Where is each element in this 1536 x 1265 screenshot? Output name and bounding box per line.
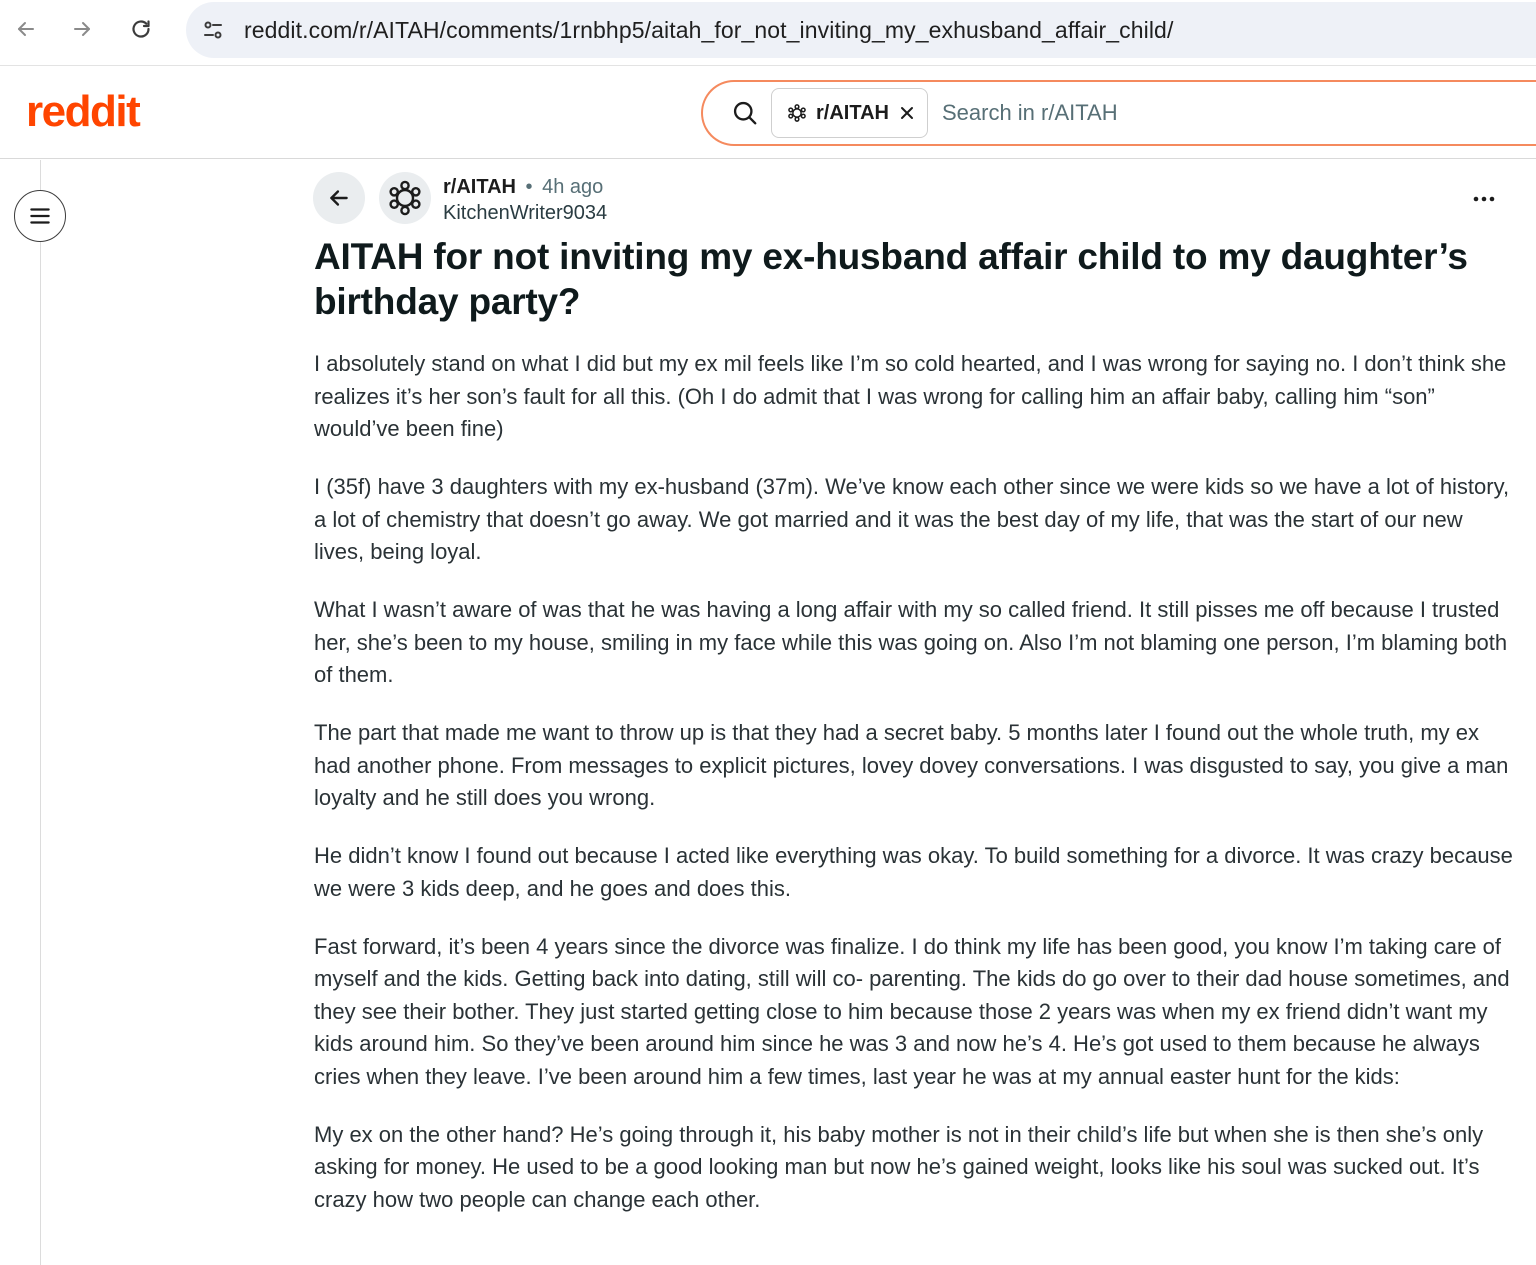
arrow-right-icon [70, 17, 94, 41]
more-options-button[interactable] [1464, 183, 1504, 215]
author-link[interactable]: KitchenWriter9034 [443, 202, 608, 224]
post-paragraph: What I wasn’t aware of was that he was having a long affair with my so called friend. It still pisses me off because I trusted her, she’s been to my house, smiling in my face while this was going on. Also I’m not blaming one person, I’m blaming both of them. [314, 597, 1508, 687]
post-paragraph: He didn’t know I found out because I acted like everything was okay. To build something for a divorce. It was crazy because we were 3 kids deep, and he goes and does this. [314, 843, 1513, 901]
community-icon [385, 178, 425, 218]
site-settings-icon[interactable] [196, 13, 230, 47]
browser-back-button[interactable] [8, 11, 44, 47]
browser-reload-button[interactable] [123, 11, 159, 47]
reddit-header [0, 67, 1536, 159]
more-horizontal-icon [1472, 195, 1496, 203]
meta-separator: • [525, 176, 533, 198]
search-input[interactable] [942, 100, 1442, 126]
subreddit-link[interactable]: r/AITAH [443, 176, 516, 198]
post-title: AITAH for not inviting my ex-husband affair child to my daughter’s birthday party? [314, 236, 1468, 322]
post-back-button[interactable] [313, 172, 365, 224]
post-paragraph: My ex on the other hand? He’s going through it, his baby mother is not in their child’s life but when she is then she’s only asking for money. He used to be a good looking man but now he’s gained weight, looks like his soul was sucked out. It’s crazy how two people can change each other. [314, 1121, 1484, 1212]
post-timestamp: 4h ago [542, 176, 604, 198]
left-rail-divider [40, 160, 41, 1265]
browser-toolbar [0, 0, 1536, 66]
browser-forward-button[interactable] [64, 11, 100, 47]
expand-navigation-button[interactable] [14, 190, 66, 242]
community-chip-label: r/AITAH [816, 101, 889, 124]
community-filter-chip[interactable] [771, 88, 928, 138]
post-paragraph: I absolutely stand on what I did but my ex mil feels like I’m so cold hearted, and I was wrong for saying no. I don’t think she realizes it’s her son’s fault for all this. (Oh I do admit that I was wrong for calling him an affair baby, calling him “son” would’ve been fine) [314, 351, 1507, 441]
post-meta [443, 176, 603, 199]
close-icon[interactable] [897, 103, 917, 123]
reddit-logo[interactable]: reddit [26, 87, 140, 136]
post-body [314, 348, 1514, 1242]
arrow-left-icon [14, 17, 38, 41]
arrow-left-icon [326, 185, 352, 211]
search-icon [729, 97, 761, 129]
reload-icon [129, 17, 153, 41]
url-text: reddit.com/r/AITAH/comments/1rnbhp5/aitah_for_not_inviting_my_exhusband_affair_child/ [244, 16, 1174, 43]
community-icon [786, 102, 808, 124]
post-paragraph: I (35f) have 3 daughters with my ex-husband (37m). We’ve know each other since we were kids so we have a lot of history, a lot of chemistry that doesn’t go away. We got married and it was the best day of my life, that was the start of our new lives, being loyal. [314, 474, 1510, 564]
post-paragraph: Fast forward, it’s been 4 years since the divorce was finalize. I do think my life has been good, you know I’m taking care of myself and the kids. Getting back into dating, still will co- parenting. The kids do go over to their dad house sometimes, and they see their bother. They just started getting close to him because those 2 years was when my ex friend didn’t want my kids around him. So they’ve been around him since he was 3 and now he’s 4. He’s got used to them because he always cries when they leave. I’ve been around him a few times, last year he was at my annual easter hunt for the kids: [314, 933, 1510, 1089]
subreddit-avatar[interactable] [379, 172, 431, 224]
post-paragraph: The part that made me want to throw up is that they had a secret baby. 5 months later I found out the whole truth, my ex had another phone. From messages to explicit pictures, lovey dovey conversations. I was disgusted to say, you give a man loyalty and he still does you wrong. [314, 720, 1509, 810]
address-bar[interactable] [186, 2, 1536, 58]
hamburger-menu-icon [27, 203, 53, 229]
search-bar[interactable] [701, 80, 1536, 146]
